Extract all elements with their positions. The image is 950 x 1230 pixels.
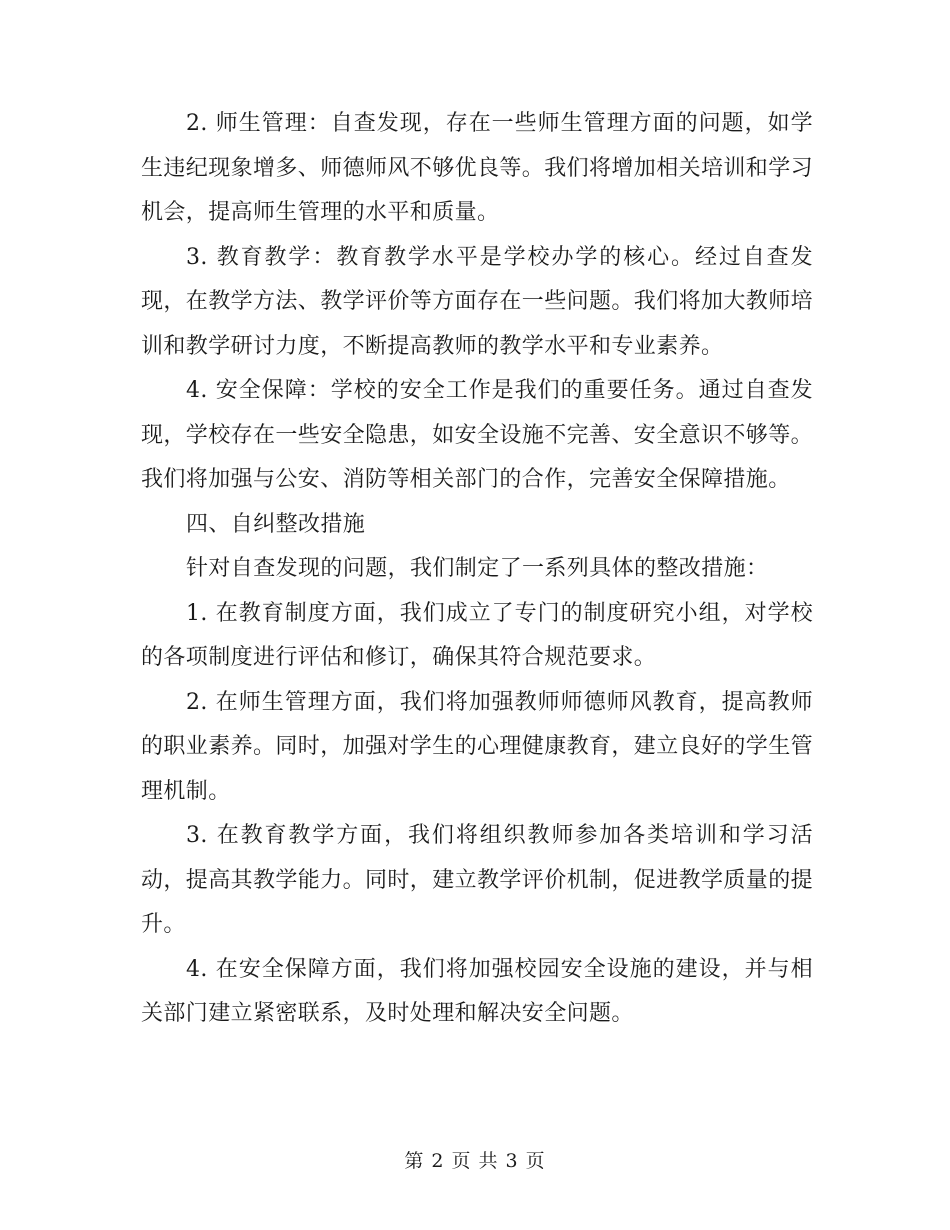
page-number-footer: 第 2 页 共 3 页 <box>404 1150 546 1172</box>
paragraph-measure-teaching: 3. 在教育教学方面，我们将组织教师参加各类培训和学习活动，提高其教学能力。同时，建立教学评价机制，促进教学质量的提升。 <box>141 823 814 937</box>
paragraph-teacher-student-management: 2. 师生管理：自查发现，存在一些师生管理方面的问题，如学生违纪现象增多、师德师风不够优良等。我们将增加相关培训和学习机会，提高师生管理的水平和质量。 <box>141 111 814 225</box>
document-body <box>141 102 813 1037</box>
paragraph-measure-safety: 4. 在安全保障方面，我们将加强校园安全设施的建设，并与相关部门建立紧密联系，及时处理和解决安全问题。 <box>141 956 813 1026</box>
paragraph-measure-education-system: 1. 在教育制度方面，我们成立了专门的制度研究小组，对学校的各项制度进行评估和修订，确保其符合规范要求。 <box>141 600 813 670</box>
paragraph-safety-assurance: 4. 安全保障：学校的安全工作是我们的重要任务。通过自查发现，学校存在一些安全隐患，如安全设施不完善、安全意识不够等。我们将加强与公安、消防等相关部门的合作，完善安全保障措施。 <box>141 378 814 492</box>
paragraph-education-teaching: 3. 教育教学：教育教学水平是学校办学的核心。经过自查发现，在教学方法、教学评价等方面存在一些问题。我们将加大教师培训和教学研讨力度，不断提高教师的教学水平和专业素养。 <box>141 244 814 359</box>
paragraph-rectification-intro: 针对自查发现的问题，我们制定了一系列具体的整改措施： <box>186 556 769 581</box>
section-heading-rectification: 四、自纠整改措施 <box>186 511 366 537</box>
paragraph-measure-management: 2. 在师生管理方面，我们将加强教师师德师风教育，提高教师的职业素养。同时，加强对学生的心理健康教育，建立良好的学生管理机制。 <box>141 689 814 804</box>
